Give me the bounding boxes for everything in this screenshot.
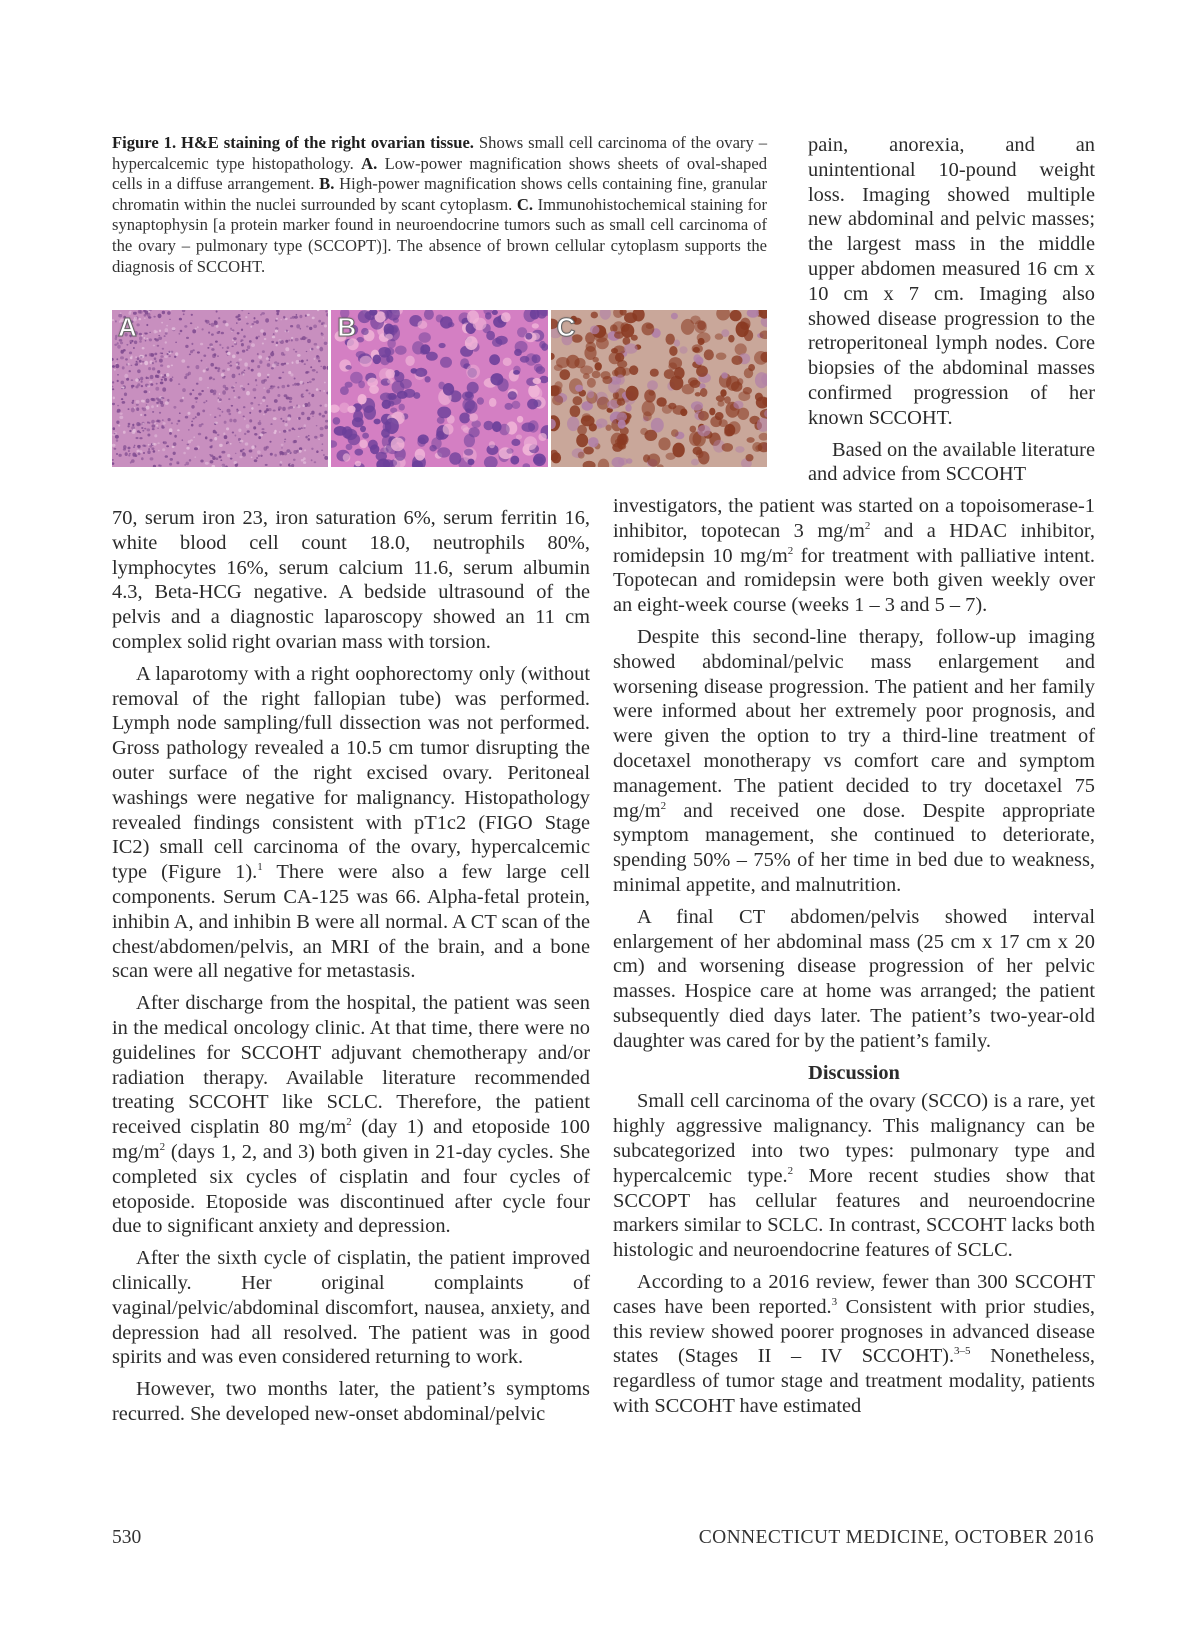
text-run: (days 1, 2, and 3) both given in 21-day cycles. She completed six cycles of cisplatin and four cycles of etoposide. Etoposide was discontinued after cycle four due to significant anxiety and depression. bbox=[112, 1140, 590, 1238]
figure-caption-title: Figure 1. H&E staining of the right ovarian tissue. bbox=[112, 133, 474, 152]
text-run: investigators, the patient was started on a topoisomerase-1 inhibitor, topotecan 3 mg/m bbox=[613, 495, 1095, 542]
text-run: and received one dose. Despite appropriate symptom management, she continued to deteriorate, spending 50% – 75% of her time in bed due to weakness, minimal appetite, and malnutrition. bbox=[613, 799, 1095, 896]
panel-a-image bbox=[112, 310, 328, 467]
superscript: 2 bbox=[864, 520, 871, 532]
figure-caption-intro: Shows small cell carcinoma of the ovary – hypercalcemic type histopathology. bbox=[112, 133, 768, 173]
citation: 1 bbox=[257, 861, 263, 874]
paragraph bbox=[613, 625, 1095, 898]
figure-caption-label-a: A. bbox=[361, 153, 378, 173]
paragraph: A final CT abdomen/pelvis showed interval enlargement of her abdominal mass (25 cm x 17 cm x 20 cm) and worsening disease progression of her pelvic masses. Hospice care at home was arranged; the patient subsequently died days later. The patient’s two-year-old daughter was cared for by the patient’s family. bbox=[613, 905, 1095, 1052]
paragraph: After the sixth cycle of cisplatin, the patient improved clinically. Her original complaints of vaginal/pelvic/abdominal discomfort, nausea, anxiety, and depression had all resolved. The patient was in good spirits and was even considered returning to work. bbox=[112, 1247, 590, 1369]
panel-b-image bbox=[331, 310, 547, 467]
text-run: Consistent with prior studies, this review showed poorer prognoses in advanced disease states (Stages II – IV SCCOHT). bbox=[613, 1295, 1096, 1368]
figure-panel-b bbox=[331, 310, 547, 467]
paragraph bbox=[112, 662, 590, 984]
right-column-top bbox=[808, 133, 1095, 494]
figure-caption-label-b: B. bbox=[319, 174, 335, 194]
text-run: and a HDAC inhibitor, romidepsin 10 mg/m bbox=[613, 519, 1095, 567]
page-number: 530 bbox=[112, 1527, 142, 1548]
panel-c-label: C bbox=[556, 312, 576, 342]
superscript: 2 bbox=[660, 799, 667, 812]
section-heading-discussion: Discussion bbox=[808, 1061, 900, 1084]
citation: 3 bbox=[831, 1295, 838, 1308]
superscript: 2 bbox=[787, 544, 794, 557]
text-run: According to a 2016 review, fewer than 300 SCCOHT cases have been reported. bbox=[613, 1270, 1095, 1318]
figure-caption-label-c: C. bbox=[516, 194, 533, 214]
paragraph bbox=[613, 494, 1095, 618]
panel-c-image bbox=[551, 310, 767, 467]
paragraph bbox=[613, 1270, 1095, 1419]
paragraph: 70, serum iron 23, iron saturation 6%, serum ferritin 16, white blood cell count 18.0, neutrophils 80%, lymphocytes 16%, serum calcium 11.6, serum albumin 4.3, Beta-HCG negative. A bedside ultrasound of the pelvis and a diagnostic laparoscopy showed an 11 cm complex solid right ovarian mass with torsion. bbox=[112, 507, 590, 653]
text-run: (day 1) and etoposide 100 mg/m bbox=[112, 1116, 590, 1163]
citation: 2 bbox=[787, 1164, 794, 1177]
paragraph bbox=[613, 1089, 1095, 1263]
paragraph: Based on the available literature and advice from SCCOHT bbox=[808, 438, 1095, 486]
panel-b-label: B bbox=[337, 312, 357, 342]
figure-caption bbox=[112, 133, 767, 277]
panel-a-label: A bbox=[118, 312, 137, 342]
histology-figure bbox=[112, 310, 767, 467]
text-run: There were also a few large cell components. Serum CA-125 was 66. Alpha-fetal protein, inhibin A, and inhibin B were all normal. A CT scan of the chest/abdomen/pelvis, an MRI of the brain, and a bone scan were all negative for metastasis. bbox=[112, 861, 590, 983]
text-run: After discharge from the hospital, the patient was seen in the medical oncology clinic. At that time, there were no guidelines for SCCOHT adjuvant chemotherapy and/or radiation therapy. Available literature recommended treating SCCOHT like SCLC. Therefore, the patient received cisplatin 80 mg/m bbox=[112, 992, 590, 1139]
right-column bbox=[613, 494, 1095, 1426]
text-run: Nonetheless, regardless of tumor stage and treatment modality, patients with SCCOHT have estimated bbox=[613, 1345, 1095, 1417]
superscript: 2 bbox=[159, 1141, 166, 1154]
paragraph: However, two months later, the patient’s symptoms recurred. She developed new-onset abdominal/pelvic bbox=[112, 1378, 590, 1425]
citation: 3–5 bbox=[954, 1345, 971, 1358]
superscript: 2 bbox=[346, 1116, 352, 1129]
paragraph: pain, anorexia, and an unintentional 10-pound weight loss. Imaging showed multiple new abdominal and pelvic masses; the largest mass in the middle upper abdomen measured 16 cm x 10 cm x 7 cm. Imaging also showed disease progression to the retroperitoneal lymph nodes. Core biopsies of the abdominal masses confirmed progression of her known SCCOHT. bbox=[808, 134, 1095, 429]
text-run: Small cell carcinoma of the ovary (SCCO) is a rare, yet highly aggressive malignancy. This malignancy can be subcategorized into two types: pulmonary type and hypercalcemic type. bbox=[613, 1090, 1095, 1187]
figure-caption-text-a: Low-power magnification shows sheets of oval-shaped cells in a diffuse arrangement. bbox=[112, 153, 767, 194]
text-run: Despite this second-line therapy, follow-up imaging showed abdominal/pelvic mass enlargement and worsening disease progression. The patient and her family were informed about her extremely poor prognosis, and were given the option to try a third-line treatment of docetaxel monotherapy vs comfort care and symptom management. The patient decided to try docetaxel 75 mg/m bbox=[613, 625, 1095, 822]
figure-caption-text-b: High-power magnification shows cells containing fine, granular chromatin within the nuclei surrounded by scant cytoplasm. bbox=[112, 174, 767, 214]
journal-footer: CONNECTICUT MEDICINE, OCTOBER 2016 bbox=[698, 1527, 1094, 1548]
text-run: for treatment with palliative intent. Topotecan and romidepsin were both given weekly over an eight-week course (weeks 1 – 3 and 5 – 7). bbox=[613, 544, 1095, 617]
text-run: A laparotomy with a right oophorectomy only (without removal of the right fallopian tube) was performed. Lymph node sampling/full dissection was not performed. Gross pathology revealed a 10.5 cm tumor disrupting the outer surface of the right excised ovary. Peritoneal washings were negative for malignancy. Histopathology revealed findings consistent with pT1c2 (FIGO Stage IC2) small cell carcinoma of the ovary, hypercalcemic type (Figure 1). bbox=[112, 662, 590, 884]
text-run: More recent studies show that SCCOPT has cellular features and neuroendocrine markers similar to SCLC. In contrast, SCCOHT lacks both histologic and neuroendocrine features of SCLC. bbox=[613, 1164, 1095, 1262]
figure-caption-text-c: Immunohistochemical staining for synaptophysin [a protein marker found in neuroendocrine tumors such as small cell carcinoma of the ovary – pulmonary type (SCCOPT)]. The absence of brown cellular cytoplasm supports the diagnosis of SCCOHT. bbox=[112, 194, 768, 276]
left-column bbox=[112, 506, 590, 1434]
figure-panel-a bbox=[112, 310, 328, 467]
figure-panel-c bbox=[551, 310, 767, 467]
paragraph bbox=[112, 991, 590, 1239]
